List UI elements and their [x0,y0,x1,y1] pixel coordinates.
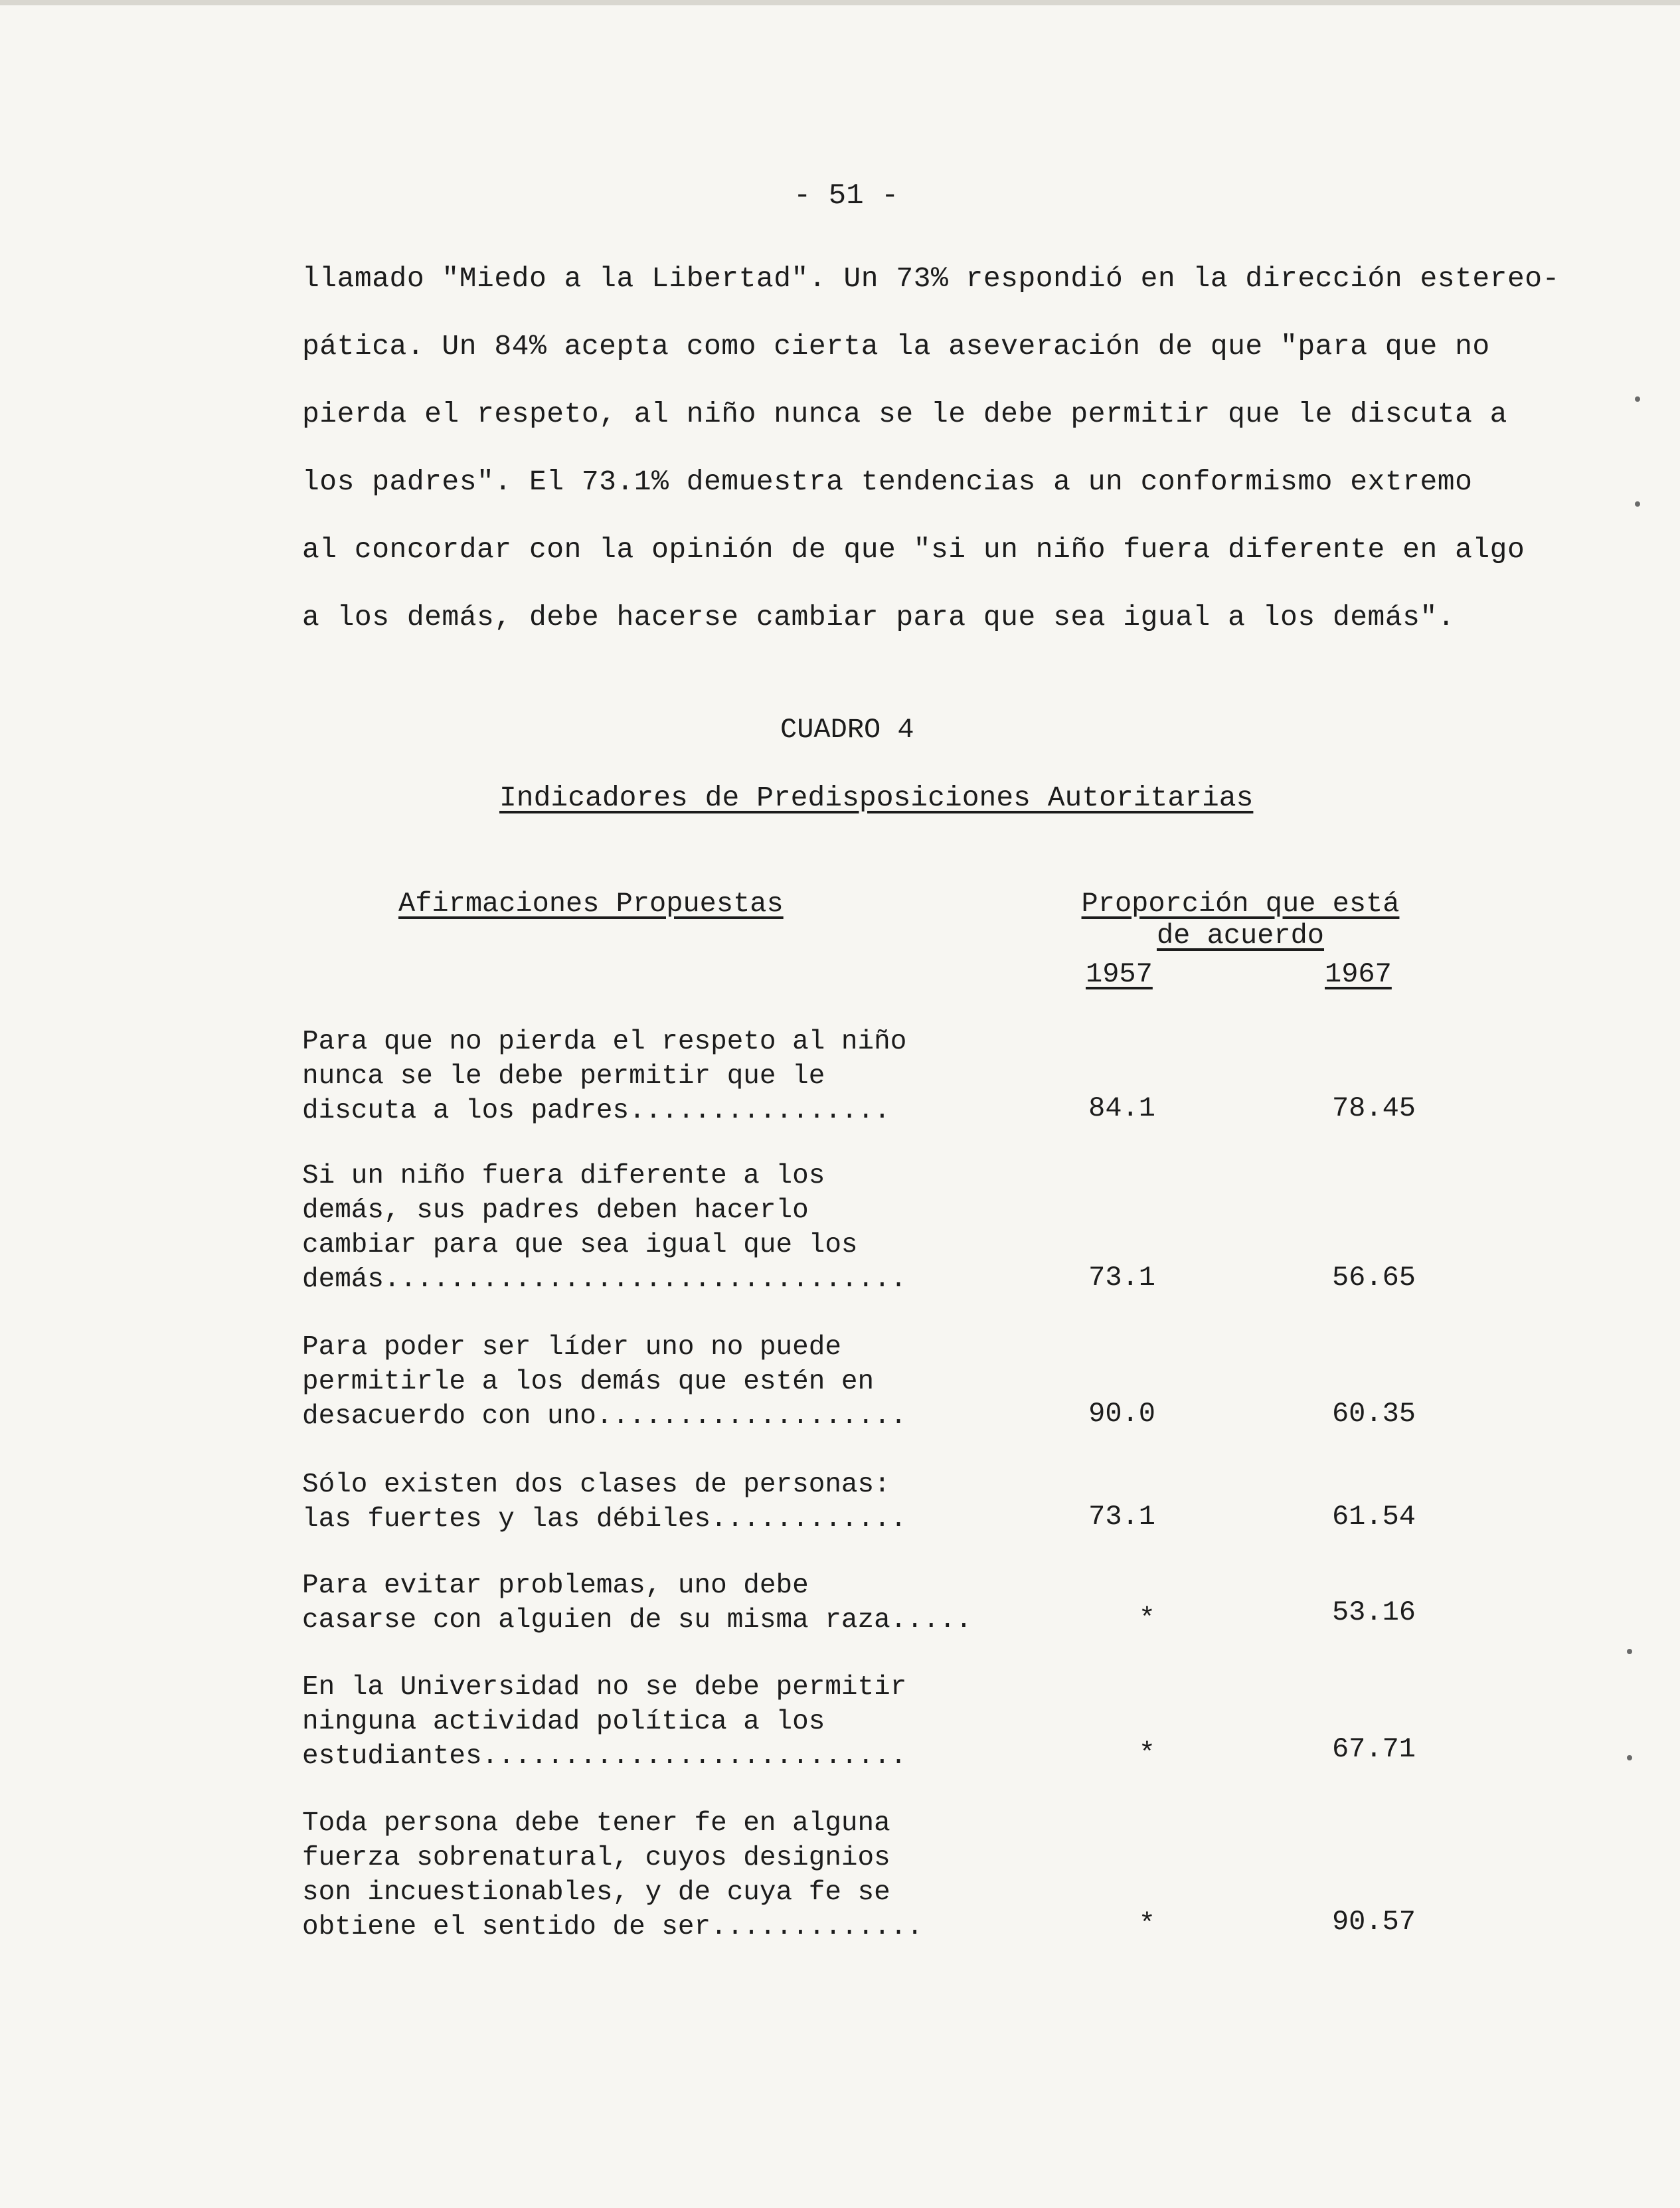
row-text-line: En la Universidad no se debe permitir [302,1672,907,1703]
row-text-line: casarse con alguien de su misma raza..... [302,1605,972,1636]
column-header-proportion-line2: de acuerdo [1156,920,1325,952]
paragraph-line: llamado "Miedo a la Libertad". Un 73% respondió en la dirección estereo- [302,262,1560,295]
row-text-line: Si un niño fuera diferente a los [302,1161,825,1191]
paragraph-line: pierda el respeto, al niño nunca se le debe permitir que le discuta a [302,398,1507,430]
row-text-line: son incuestionables, y de cuya fe se [302,1877,890,1908]
table-row [302,1330,1431,1434]
row-text-line: estudiantes.......................... [302,1741,907,1772]
paragraph-line: los padres". El 73.1% demuestra tendencias a un conformismo extremo [302,466,1473,498]
margin-speck [1627,1755,1632,1760]
table-row [302,1159,1431,1297]
row-text-line: Toda persona debe tener fe en alguna [302,1808,890,1839]
value-1957: 73.1 [1088,1262,1155,1294]
page-top-edge [0,0,1680,5]
value-1957: 73.1 [1088,1501,1155,1533]
value-1967: 56.65 [1331,1262,1416,1294]
table-row [302,1670,1431,1774]
value-1967: 67.71 [1331,1733,1416,1765]
table-row [302,1806,1431,1944]
value-1967: 78.45 [1331,1092,1416,1124]
value-1957: * [1138,1738,1155,1770]
row-text-line: cambiar para que sea igual que los [302,1230,858,1260]
paragraph-line: al concordar con la opinión de que "si un niño fuera diferente en algo [302,533,1525,566]
row-text-line: demás, sus padres deben hacerlo [302,1195,809,1226]
table-title: Indicadores de Predisposiciones Autoritarias [499,782,1254,814]
paragraph-line: a los demás, debe hacerse cambiar para que sea igual a los demás". [302,601,1456,634]
row-text-line: obtiene el sentido de ser............. [302,1912,923,1942]
value-1967: 90.57 [1331,1906,1416,1938]
table-row [302,1468,1431,1537]
row-text-line: Para poder ser líder uno no puede [302,1332,841,1363]
margin-speck [1635,501,1640,507]
value-1957: 84.1 [1088,1092,1155,1124]
row-text-line: demás................................ [302,1264,907,1295]
table-row [302,1025,1431,1128]
row-text-line: fuerza sobrenatural, cuyos designios [302,1843,890,1873]
year-header-1957: 1957 [1086,958,1153,990]
row-text-line: permitirle a los demás que estén en [302,1367,875,1397]
row-text-line: las fuertes y las débiles............ [302,1504,907,1535]
value-1967: 60.35 [1331,1398,1416,1430]
value-1957: 90.0 [1088,1398,1155,1430]
column-header-proportion-line1: Proporción que está [1081,888,1400,920]
body-paragraph [302,256,1604,662]
row-text-line: nunca se le debe permitir que le [302,1061,825,1092]
margin-speck [1635,396,1640,402]
year-header-1967: 1967 [1325,958,1392,990]
margin-speck [1627,1649,1632,1654]
table-row [302,1569,1431,1638]
row-text-line: Sólo existen dos clases de personas: [302,1470,890,1500]
column-header-proportion [1081,888,1400,952]
table-label: CUADRO 4 [780,714,914,746]
page-number: - 51 - [794,179,899,212]
value-1957: * [1138,1909,1155,1940]
column-header-statements: Afirmaciones Propuestas [398,888,784,920]
row-text-line: discuta a los padres................ [302,1096,890,1126]
row-text-line: Para evitar problemas, uno debe [302,1571,809,1601]
value-1957: * [1138,1603,1155,1635]
row-text-line: Para que no pierda el respeto al niño [302,1027,907,1057]
row-text-line: desacuerdo con uno................... [302,1401,907,1432]
value-1967: 61.54 [1331,1501,1416,1533]
paragraph-line: pática. Un 84% acepta como cierta la aseveración de que "para que no [302,330,1490,363]
row-text-line: ninguna actividad política a los [302,1707,825,1737]
bleed-through-mark [823,133,956,159]
value-1967: 53.16 [1331,1596,1416,1628]
